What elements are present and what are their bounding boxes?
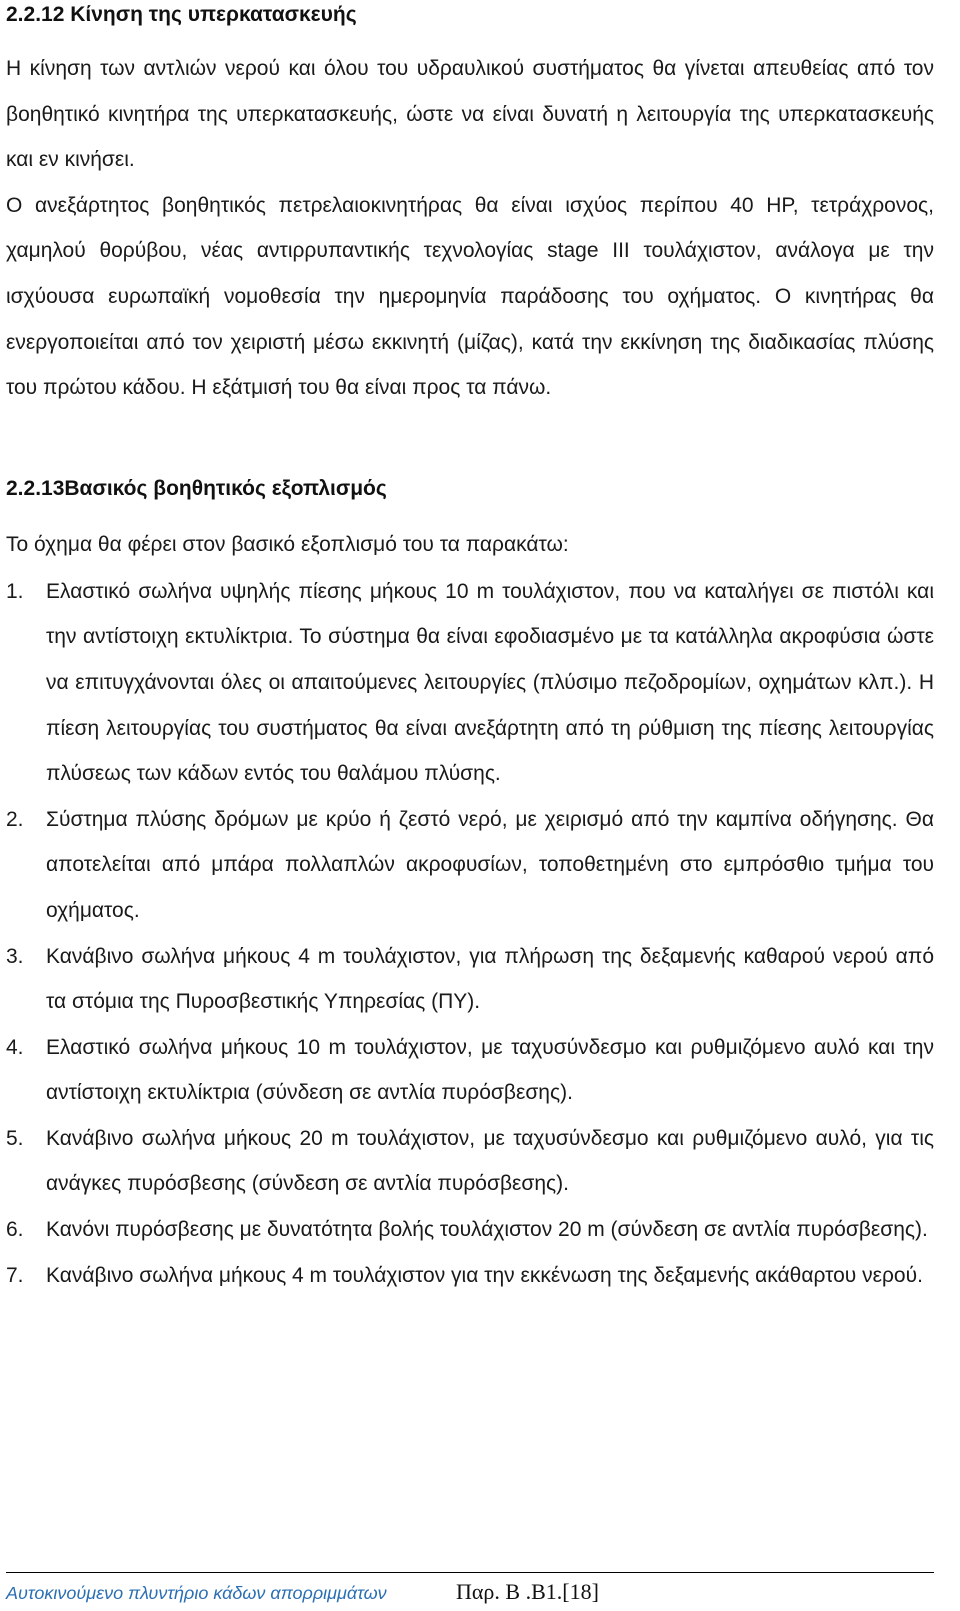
section-number: 2.2.13 <box>6 476 65 500</box>
equipment-intro: Το όχημα θα φέρει στον βασικό εξοπλισμό του τα παρακάτω: <box>6 532 569 556</box>
list-item-text: Κανάβινο σωλήνα μήκους 4 m τουλάχιστον, για πλήρωση της δεξαμενής καθαρού νερού από τα στόμια της Πυροσβεστικής Υπηρεσίας (ΠΥ). <box>46 944 934 1014</box>
list-item-text: Κανάβινο σωλήνα μήκους 4 m τουλάχιστον για την εκκένωση της δεξαμενής ακάθαρτου νερού. <box>46 1263 923 1287</box>
list-item-text: Ελαστικό σωλήνα υψηλής πίεσης μήκους 10 m τουλάχιστον, που να καταλήγει σε πιστόλι και την αντίστοιχη εκτυλίκτρια. Το σύστημα θα είναι εφοδιασμένο με τα κατάλληλα ακροφύσια ώστε να επιτυγχάνονται όλες οι απαιτούμενες λειτουργίες (πλύσιμο πεζοδρομίων, οχημάτων κλπ.). Η πίεση λειτουργίας του συστήματος θα είναι ανεξάρτητη από τη ρύθμιση της πίεσης λειτουργίας πλύσεως των κάδων εντός του θαλάμου πλύσης. <box>46 579 934 786</box>
list-item-text: Κανόνι πυρόσβεσης με δυνατότητα βολής τουλάχιστον 20 m (σύνδεση σε αντλία πυρόσβεσης). <box>46 1218 928 1242</box>
section-title: Κίνηση της υπερκατασκευής <box>70 3 357 26</box>
list-number: 2. <box>6 807 24 831</box>
list-number: 3. <box>6 944 24 968</box>
list-number: 1. <box>6 579 24 603</box>
paragraph-motion: Η κίνηση των αντλιών νερού και όλου του υδραυλικού συστήματος θα γίνεται απευθείας από τον βοηθητικό κινητήρα της υπερκατασκευής, ώστε να είναι δυνατή η λειτουργία της υπερκατασκευής και εν κινήσει. <box>6 57 934 172</box>
list-number: 4. <box>6 1035 24 1059</box>
list-number: 7. <box>6 1263 24 1287</box>
equipment-list <box>6 569 934 1299</box>
list-item <box>6 1207 934 1253</box>
list-number: 5. <box>6 1126 24 1150</box>
list-item-text: Σύστημα πλύσης δρόμων με κρύο ή ζεστό νερό, με χειρισμό από την καμπίνα οδήγησης. Θα αποτελείται από μπάρα πολλαπλών ακροφυσίων, τοποθετημένη στο εμπρόσθιο τμήμα του οχήματος. <box>46 807 934 922</box>
list-item-text: Ελαστικό σωλήνα μήκους 10 m τουλάχιστον, με ταχυσύνδεσμο και ρυθμιζόμενο αυλό και την αντίστοιχη εκτυλίκτρια (σύνδεση σε αντλία πυρόσβεσης). <box>46 1035 934 1105</box>
document-page <box>6 0 934 1298</box>
list-item-text: Κανάβινο σωλήνα μήκους 20 m τουλάχιστον, με ταχυσύνδεσμο και ρυθμιζόμενο αυλό, για τις ανάγκες πυρόσβεσης (σύνδεση σε αντλία πυρόσβεσης). <box>46 1126 934 1196</box>
paragraph-engine: Ο ανεξάρτητος βοηθητικός πετρελαιοκινητήρας θα είναι ισχύος περίπου 40 HP, τετράχρονος, χαμηλού θορύβου, νέας αντιρρυπαντικής τεχνολογίας stage III τουλάχιστον, ανάλογα με την ισχύουσα ευρωπαϊκή νομοθεσία την ημερομηνία παράδοσης του οχήματος. Ο κινητήρας θα ενεργοποιείται από τον χειριστή μέσω εκκινητή (μίζας), κατά την εκκίνηση της διαδικασίας πλύσης του πρώτου κάδου. Η εξάτμισή του θα είναι προς τα πάνω. <box>6 193 934 400</box>
footer-page-reference: Παρ. Β .Β1.[18] <box>456 1579 599 1604</box>
list-item <box>6 934 934 1025</box>
section-number: 2.2.12 <box>6 3 65 26</box>
list-item <box>6 797 934 934</box>
list-item <box>6 1025 934 1116</box>
list-item <box>6 1116 934 1207</box>
list-number: 6. <box>6 1218 24 1242</box>
section-heading-2-2-13 <box>6 475 934 503</box>
footer-document-title: Αυτοκινούμενο πλυντήριο κάδων απορριμμάτων <box>6 1583 387 1603</box>
list-item <box>6 569 934 797</box>
section-title: Βασικός βοηθητικός εξοπλισμός <box>64 476 387 500</box>
page-footer <box>6 1572 934 1607</box>
list-item <box>6 1253 934 1299</box>
section-heading-2-2-12 <box>6 2 934 28</box>
